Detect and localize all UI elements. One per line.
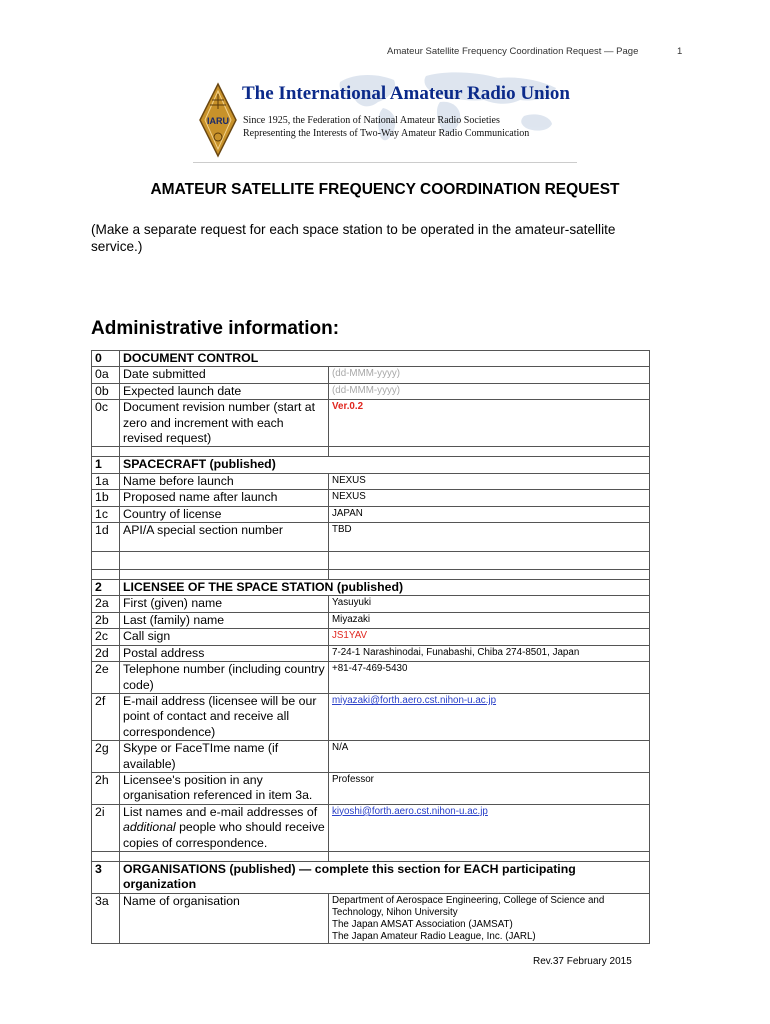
- item-number: 0a: [92, 367, 120, 383]
- section-row: [92, 457, 650, 473]
- item-question: Postal address: [120, 645, 329, 661]
- table-row: [92, 506, 650, 522]
- item-number: 2a: [92, 596, 120, 612]
- item-question: Telephone number (including country code): [120, 662, 329, 694]
- org-name: The International Amateur Radio Union: [242, 83, 570, 104]
- item-question: Name before launch: [120, 473, 329, 489]
- section-title: LICENSEE OF THE SPACE STATION (published): [120, 580, 650, 596]
- item-number: 0b: [92, 383, 120, 399]
- last-name-field[interactable]: Miyazaki: [329, 612, 650, 628]
- item-number: 1c: [92, 506, 120, 522]
- table-row: [92, 772, 650, 804]
- item-question: E-mail address (licensee will be our point of contact and receive all correspondence): [120, 693, 329, 740]
- item-question: Call sign: [120, 629, 329, 645]
- item-question: API/A special section number: [120, 523, 329, 552]
- launch-date-field[interactable]: (dd-MMM-yyyy): [329, 383, 650, 399]
- spacer-row: [92, 570, 650, 580]
- item-question: Licensee's position in any organisation referenced in item 3a.: [120, 772, 329, 804]
- document-title: AMATEUR SATELLITE FREQUENCY COORDINATION REQUEST: [150, 181, 620, 198]
- email-link[interactable]: miyazaki@forth.aero.cst.nihon-u.ac.jp: [329, 693, 650, 740]
- organisation-name-field[interactable]: [329, 893, 650, 943]
- spacer-row: [92, 447, 650, 457]
- position-field[interactable]: Professor: [329, 772, 650, 804]
- item-number: 2h: [92, 772, 120, 804]
- running-header: [387, 46, 683, 57]
- table-row: [92, 473, 650, 489]
- table-row: [92, 612, 650, 628]
- emblem-text: IARU: [207, 116, 229, 126]
- country-of-license-field[interactable]: JAPAN: [329, 506, 650, 522]
- table-row: [92, 400, 650, 447]
- special-section-number-field[interactable]: TBD: [329, 523, 650, 552]
- skype-field[interactable]: N/A: [329, 741, 650, 773]
- iaru-emblem: [198, 82, 238, 158]
- section-heading: Administrative information:: [91, 318, 340, 339]
- organisation-line: The Japan AMSAT Association (JAMSAT): [332, 918, 513, 930]
- org-tagline-1: Since 1925, the Federation of National Amateur Radio Societies: [243, 115, 500, 126]
- section-row: [92, 580, 650, 596]
- table-row: [92, 741, 650, 773]
- table-row: [92, 629, 650, 645]
- item-question: Expected launch date: [120, 383, 329, 399]
- item-question: Date submitted: [120, 367, 329, 383]
- table-row: [92, 804, 650, 851]
- item-question: Last (family) name: [120, 612, 329, 628]
- date-submitted-field[interactable]: (dd-MMM-yyyy): [329, 367, 650, 383]
- item-number: 1d: [92, 523, 120, 552]
- call-sign-field[interactable]: JS1YAV: [329, 629, 650, 645]
- org-tagline-2: Representing the Interests of Two-Way Amateur Radio Communication: [243, 128, 530, 139]
- telephone-field[interactable]: +81-47-469-5430: [329, 662, 650, 694]
- section-number: 1: [92, 457, 120, 473]
- item-question: Country of license: [120, 506, 329, 522]
- first-name-field[interactable]: Yasuyuki: [329, 596, 650, 612]
- name-before-launch-field[interactable]: NEXUS: [329, 473, 650, 489]
- item-number: 2c: [92, 629, 120, 645]
- postal-address-field[interactable]: 7-24-1 Narashinodai, Funabashi, Chiba 274-8501, Japan: [329, 645, 650, 661]
- item-number: 2e: [92, 662, 120, 694]
- item-number: 3a: [92, 893, 120, 943]
- item-number: 2b: [92, 612, 120, 628]
- item-number: 2i: [92, 804, 120, 851]
- table-row: [92, 662, 650, 694]
- item-number: 2g: [92, 741, 120, 773]
- q-text-before: List names and e-mail addresses of: [123, 804, 318, 819]
- table-row: [92, 490, 650, 506]
- section-number: 3: [92, 861, 120, 893]
- item-number: 0c: [92, 400, 120, 447]
- section-number: 0: [92, 351, 120, 367]
- spacer-row: [92, 851, 650, 861]
- item-number: 2f: [92, 693, 120, 740]
- item-question: Skype or FaceTIme name (if available): [120, 741, 329, 773]
- item-question: Proposed name after launch: [120, 490, 329, 506]
- page-number: 1: [677, 46, 683, 57]
- section-number: 2: [92, 580, 120, 596]
- intro-text: (Make a separate request for each space station to be operated in the amateur-satellite service.): [91, 222, 616, 254]
- cc-email-link[interactable]: kiyoshi@forth.aero.cst.nihon-u.ac.jp: [329, 804, 650, 851]
- table-row: [92, 367, 650, 383]
- name-after-launch-field[interactable]: NEXUS: [329, 490, 650, 506]
- section-title: SPACECRAFT (published): [120, 457, 650, 473]
- table-row: [92, 893, 650, 943]
- table-row: [92, 645, 650, 661]
- spacer-row: [92, 552, 650, 570]
- organisation-line: The Japan Amateur Radio League, Inc. (JARL): [332, 930, 536, 942]
- table-row: [92, 523, 650, 552]
- item-question: Name of organisation: [120, 893, 329, 943]
- revision-number-field[interactable]: Ver.0.2: [329, 400, 650, 447]
- administrative-table: [91, 350, 650, 944]
- section-row: [92, 861, 650, 893]
- item-number: 1b: [92, 490, 120, 506]
- iaru-logo: [193, 72, 577, 163]
- section-title: ORGANISATIONS (published) — complete this section for EACH participating organization: [120, 861, 650, 893]
- item-question: First (given) name: [120, 596, 329, 612]
- table-row: [92, 596, 650, 612]
- item-question: [120, 804, 329, 851]
- organisation-line: Department of Aerospace Engineering, College of Science and Technology, Nihon University: [332, 894, 605, 918]
- q-text-emphasis: additional: [123, 820, 176, 835]
- section-row: [92, 351, 650, 367]
- item-question: Document revision number (start at zero and increment with each revised request): [120, 400, 329, 447]
- running-header-text: Amateur Satellite Frequency Coordination Request — Page: [387, 46, 639, 57]
- section-title: DOCUMENT CONTROL: [120, 351, 650, 367]
- table-row: [92, 693, 650, 740]
- table-row: [92, 383, 650, 399]
- item-number: 2d: [92, 645, 120, 661]
- item-number: 1a: [92, 473, 120, 489]
- footer-revision: Rev.37 February 2015: [533, 956, 632, 967]
- q-text-after: people who should receive copies of correspondence.: [123, 820, 325, 850]
